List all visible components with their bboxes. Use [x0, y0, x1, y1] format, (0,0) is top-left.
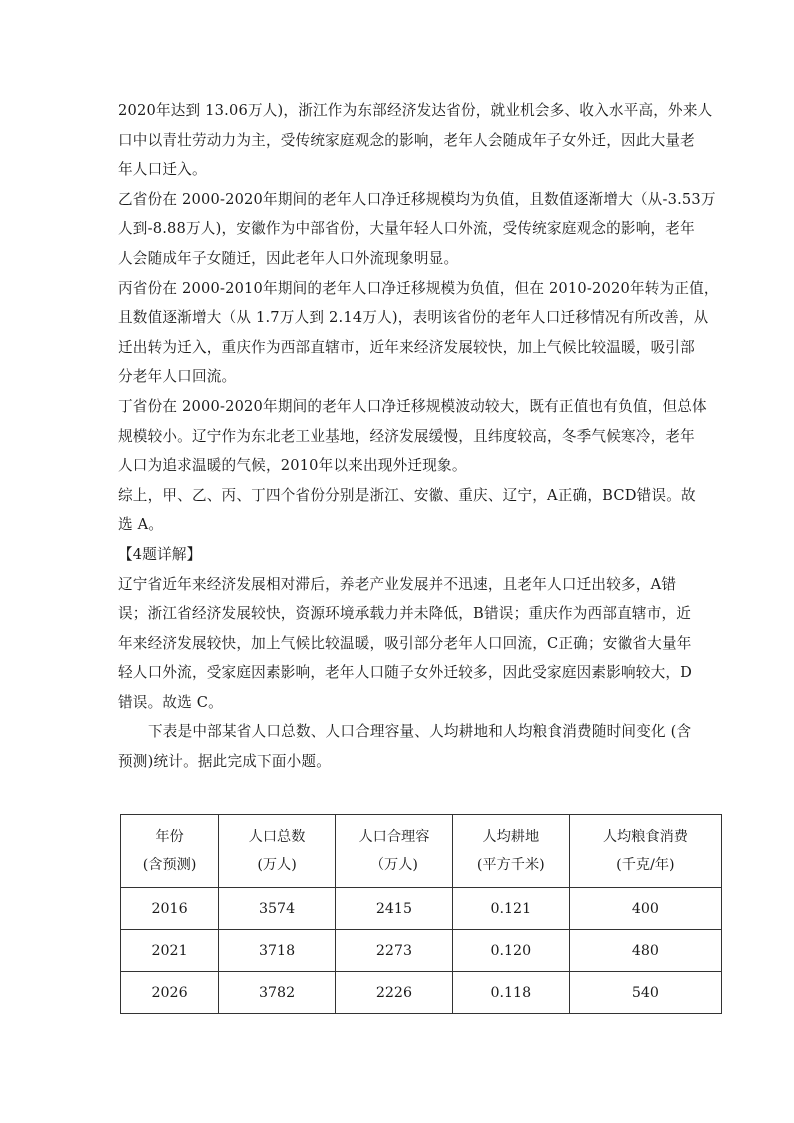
table-cell-grain: 400	[569, 888, 721, 930]
section-heading: 【4题详解】	[118, 545, 202, 563]
paragraph-line: 年来经济发展较快，加上气候比较温暖，吸引部分老年人口回流，C正确；安徽省大量年	[118, 634, 692, 652]
paragraph-line: 误；浙江省经济发展较快，资源环境承载力并未降低，B错误；重庆作为西部直辖市，近	[118, 605, 692, 623]
header-unit: （万人)	[369, 857, 418, 873]
table-header-cell	[335, 815, 452, 888]
table-row	[121, 930, 722, 972]
table-header-cell	[452, 815, 569, 888]
table-cell-grain: 540	[569, 972, 721, 1014]
table-cell-grain: 480	[569, 930, 721, 972]
question-intro-line: 预测)统计。据此完成下面小题。	[118, 753, 332, 771]
document-body	[118, 96, 724, 777]
question-intro-line: 下表是中部某省人口总数、人口合理容量、人均耕地和人均粮食消费随时间变化 (含	[148, 723, 692, 741]
paragraph-line: 丙省份在 2000-2010年期间的老年人口净迁移规模为负值，但在 2010-2020年转为正值，	[118, 279, 719, 297]
header-label: 人口总数	[248, 829, 306, 845]
header-unit: (平方千米)	[476, 857, 545, 873]
table-row	[121, 888, 722, 930]
table-cell-farmland: 0.118	[452, 972, 569, 1014]
table-header-cell	[219, 815, 336, 888]
table-cell-capacity: 2415	[335, 888, 452, 930]
table-header-cell	[569, 815, 721, 888]
paragraph-line: 2020年达到 13.06万人)，浙江作为东部经济发达省份，就业机会多、收入水平高，外来人	[118, 102, 713, 119]
paragraph-line: 选 A。	[118, 516, 164, 534]
paragraph-line: 轻人口外流，受家庭因素影响，老年人口随子女外迁较多，因此受家庭因素影响较大，D	[118, 664, 693, 682]
table-cell-population: 3574	[219, 888, 336, 930]
paragraph-line: 且数值逐渐增大（从 1.7万人到 2.14万人)，表明该省份的老年人口迁移情况有所改善，从	[118, 309, 709, 327]
paragraph-line: 规模较小。辽宁作为东北老工业基地，经济发展缓慢，且纬度较高，冬季气候寒冷，老年	[118, 427, 695, 445]
table-cell-year: 2021	[121, 930, 219, 972]
paragraph-line: 错误。故选 C。	[118, 693, 223, 711]
paragraph-line: 口中以青壮劳动力为主，受传统家庭观念的影响，老年人会随成年子女外迁，因此大量老	[118, 131, 695, 149]
paragraph-line: 人口为追求温暖的气候，2010年以来出现外迁现象。	[118, 457, 467, 475]
header-unit: (含预测)	[142, 857, 197, 873]
table-cell-farmland: 0.120	[452, 930, 569, 972]
paragraph-line: 辽宁省近年来经济发展相对滞后，养老产业发展并不迅速，且老年人口迁出较多，A错	[118, 575, 677, 593]
header-unit: (万人)	[257, 857, 297, 873]
paragraph-line: 综上，甲、乙、丙、丁四个省份分别是浙江、安徽、重庆、辽宁，A正确，BCD错误。故	[118, 486, 696, 504]
paragraph-line: 分老年人口回流。	[118, 368, 237, 386]
table-cell-population: 3718	[219, 930, 336, 972]
header-label: 人口合理容	[358, 829, 430, 845]
paragraph-line: 丁省份在 2000-2020年期间的老年人口净迁移规模波动较大，既有正值也有负值，但总体	[118, 397, 707, 415]
table-cell-year: 2026	[121, 972, 219, 1014]
table-header-cell	[121, 815, 219, 888]
paragraph-line: 乙省份在 2000-2020年期间的老年人口净迁移规模均为负值，且数值逐渐增大（从-3.53万	[118, 190, 716, 208]
table-cell-capacity: 2226	[335, 972, 452, 1014]
table-cell-capacity: 2273	[335, 930, 452, 972]
table-cell-farmland: 0.121	[452, 888, 569, 930]
header-label: 人均耕地	[482, 829, 540, 845]
table-row	[121, 972, 722, 1014]
paragraph-line: 年人口迁入。	[118, 161, 207, 179]
paragraph-line: 人会随成年子女随迁，因此老年人口外流现象明显。	[118, 249, 459, 267]
header-label: 人均粮食消费	[602, 829, 688, 845]
population-table	[120, 814, 722, 1014]
paragraph-line: 迁出转为迁入，重庆作为西部直辖市，近年来经济发展较快，加上气候比较温暖，吸引部	[118, 338, 695, 356]
header-unit: (千克/年)	[616, 857, 675, 873]
paragraph-line: 人到-8.88万人)，安徽作为中部省份，大量年轻人口外流，受传统家庭观念的影响，老年	[118, 220, 695, 238]
table-cell-year: 2016	[121, 888, 219, 930]
table-header-row	[121, 815, 722, 888]
table-cell-population: 3782	[219, 972, 336, 1014]
header-label: 年份	[155, 829, 184, 845]
